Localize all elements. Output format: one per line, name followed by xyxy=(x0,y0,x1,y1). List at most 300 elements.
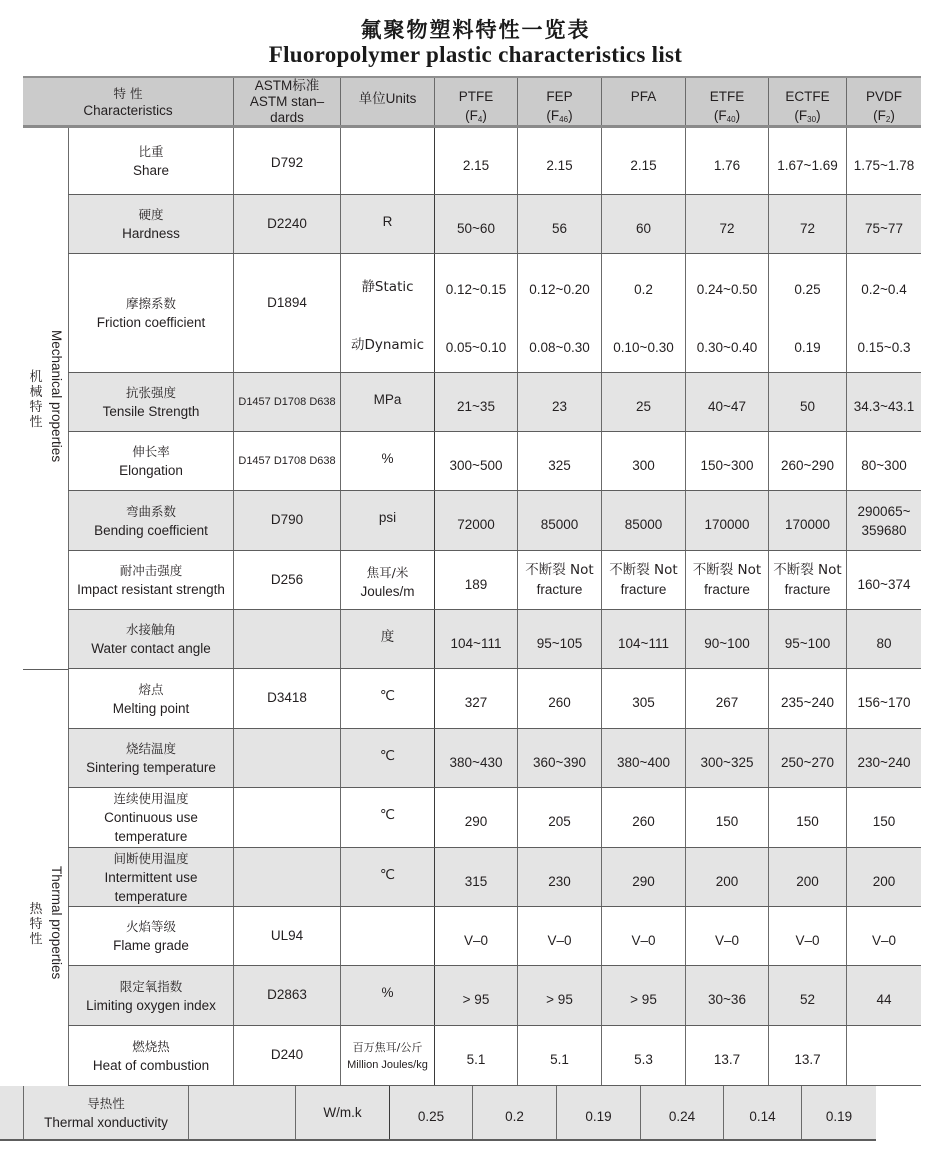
value-line: fracture xyxy=(620,582,667,597)
value-cell-fep xyxy=(517,432,601,490)
group-label-mechanical-en: Mechanical properties xyxy=(49,330,64,463)
material-name: PTFE xyxy=(458,89,494,104)
value-text: 189 xyxy=(464,576,488,592)
astm-cell: D256 xyxy=(233,551,340,609)
value-cell-fep xyxy=(517,128,601,194)
group-char: 机 xyxy=(29,370,43,385)
value-text: V–0 xyxy=(871,932,897,948)
unit-label: 焦耳/米 xyxy=(366,565,409,580)
value-text: 72 xyxy=(799,220,816,236)
header-material-ptfe xyxy=(434,78,517,125)
characteristic-cell xyxy=(68,373,233,431)
value-text: 360~390 xyxy=(533,754,586,770)
value-cell-ectfe xyxy=(768,432,846,490)
material-code-subscript: 30 xyxy=(807,115,817,124)
value-text: 325 xyxy=(548,457,571,473)
characteristic-cn: 弯曲系数 xyxy=(125,503,176,519)
value-text: 25 xyxy=(635,398,652,414)
unit-cell xyxy=(340,551,434,609)
group-char: 特 xyxy=(29,400,43,415)
value-text: 230 xyxy=(548,873,571,889)
value-text: 0.24 xyxy=(668,1109,696,1124)
value-text: 5.1 xyxy=(466,1052,486,1067)
value-text: 305 xyxy=(632,695,655,710)
value-cell-ectfe xyxy=(768,373,846,431)
table-row xyxy=(68,669,921,729)
value-text: 30~36 xyxy=(708,992,746,1007)
material-code-subscript: 46 xyxy=(559,115,569,124)
astm-cell xyxy=(188,1086,295,1139)
value-cell-fep xyxy=(517,1026,601,1085)
characteristic-cn: 水接触角 xyxy=(125,622,176,637)
value-cell-etfe xyxy=(685,729,768,787)
value-text: 260 xyxy=(632,814,655,829)
characteristic-cell xyxy=(68,1026,233,1085)
value-cell-ptfe xyxy=(389,1086,472,1139)
table-row xyxy=(68,373,921,432)
unit-label: ℃ xyxy=(379,867,396,882)
unit-cell xyxy=(340,254,434,372)
value-cell-ectfe xyxy=(768,195,846,253)
value-text: 1.67~1.69 xyxy=(777,157,838,173)
header-material-pvdf xyxy=(846,78,921,125)
value-text: 2.15 xyxy=(546,157,573,173)
characteristic-en: Tensile Strength xyxy=(102,404,200,419)
astm-cell: D240 xyxy=(233,1026,340,1085)
characteristic-cell xyxy=(68,848,233,906)
unit-cell xyxy=(340,669,434,728)
table-row xyxy=(68,848,921,907)
value-text: > 95 xyxy=(630,992,657,1007)
value-text: 300~325 xyxy=(700,754,754,770)
header-astm-line3: dards xyxy=(270,109,304,125)
value-cell-fep xyxy=(517,551,601,609)
astm-cell xyxy=(233,788,340,847)
astm-cell xyxy=(233,729,340,787)
value-text: 156~170 xyxy=(857,695,911,710)
unit-label: 百万焦耳/公斤 xyxy=(352,1041,423,1054)
value-text: V–0 xyxy=(463,932,489,948)
characteristic-cn: 导热性 xyxy=(87,1095,125,1111)
value-cell-pfa xyxy=(601,432,685,490)
value-text: 85000 xyxy=(540,517,579,532)
characteristic-en: Friction coefficient xyxy=(96,315,206,330)
header-astm xyxy=(233,78,340,125)
value-text: 75~77 xyxy=(865,220,903,236)
characteristic-en: Limiting oxygen index xyxy=(86,997,216,1013)
value-static: 0.2 xyxy=(634,281,653,297)
astm-cell xyxy=(233,610,340,668)
unit-label: ℃ xyxy=(379,688,396,703)
table-header xyxy=(23,76,921,128)
table-row xyxy=(68,729,921,788)
value-line: 不断裂 Not xyxy=(525,562,594,578)
characteristic-cell xyxy=(68,432,233,490)
unit-label-en: Million Joules/kg xyxy=(347,1059,428,1071)
value-cell-ectfe xyxy=(723,1086,801,1139)
value-cell-pvdf xyxy=(846,907,921,965)
header-characteristics xyxy=(23,78,233,125)
value-cell-pfa xyxy=(601,788,685,847)
value-text: 200 xyxy=(796,873,819,889)
value-cell-pvdf xyxy=(846,491,921,550)
value-cell-fep xyxy=(517,966,601,1025)
value-text: 250~270 xyxy=(781,754,834,770)
unit-cell xyxy=(340,491,434,550)
value-cell-fep xyxy=(472,1086,556,1139)
value-cell-ectfe xyxy=(768,669,846,728)
value-dynamic: 0.08~0.30 xyxy=(529,339,590,355)
value-text: 150 xyxy=(715,814,739,829)
table-row xyxy=(68,254,921,373)
characteristic-en: Melting point xyxy=(112,700,190,716)
value-cell-fep xyxy=(517,729,601,787)
value-cell-ptfe xyxy=(434,491,517,550)
value-cell-ptfe xyxy=(434,788,517,847)
value-cell-ectfe xyxy=(768,551,846,609)
value-cell-pfa xyxy=(601,551,685,609)
unit-label: MPa xyxy=(373,392,402,407)
astm-cell: D790 xyxy=(233,491,340,550)
value-cell-ectfe xyxy=(768,966,846,1025)
value-text: 85000 xyxy=(624,517,663,532)
value-text: 5.1 xyxy=(550,1052,569,1067)
value-cell-pvdf xyxy=(846,432,921,490)
value-text: 205 xyxy=(548,814,571,829)
value-cell-pvdf xyxy=(846,254,921,372)
value-text: 80 xyxy=(876,635,892,651)
value-text: 56 xyxy=(551,220,568,236)
header-characteristics-en: Characteristics xyxy=(83,102,173,118)
characteristic-cn: 耐冲击强度 xyxy=(119,563,183,578)
unit-cell xyxy=(340,1026,434,1085)
group-char: 性 xyxy=(29,932,43,947)
value-cell-ectfe xyxy=(768,788,846,847)
value-cell-ptfe xyxy=(434,966,517,1025)
value-cell-pfa xyxy=(601,669,685,728)
characteristic-cell xyxy=(68,669,233,728)
value-cell-etfe xyxy=(685,966,768,1025)
value-static: 0.2~0.4 xyxy=(861,281,907,297)
value-text: 0.19 xyxy=(825,1109,853,1124)
unit-cell xyxy=(340,788,434,847)
value-line: 290065~ xyxy=(857,503,911,519)
value-cell-pfa xyxy=(601,373,685,431)
material-code-base: (F xyxy=(713,108,727,123)
table-row xyxy=(68,551,921,610)
characteristic-en: Flame grade xyxy=(113,938,189,953)
value-cell-pvdf xyxy=(846,551,921,609)
characteristic-cn: 抗张强度 xyxy=(125,385,176,400)
value-cell-etfe xyxy=(685,669,768,728)
material-code xyxy=(794,107,820,128)
value-text: 5.3 xyxy=(634,1052,653,1067)
material-code xyxy=(873,107,895,128)
characteristic-cell xyxy=(68,966,233,1025)
unit-label: ℃ xyxy=(379,748,396,763)
value-text: 21~35 xyxy=(457,398,495,414)
value-cell-pvdf xyxy=(846,788,921,847)
characteristic-cn: 熔点 xyxy=(138,681,164,697)
value-cell-pvdf xyxy=(846,848,921,906)
characteristic-cell xyxy=(68,788,233,847)
value-cell-ectfe xyxy=(768,907,846,965)
unit-label: psi xyxy=(378,510,397,525)
value-text: 0.2 xyxy=(505,1109,524,1124)
astm-cell: D792 xyxy=(233,128,340,194)
unit-label: 度 xyxy=(380,629,395,644)
astm-cell: UL94 xyxy=(233,907,340,965)
material-code-end: ) xyxy=(482,108,487,123)
value-text: 72 xyxy=(719,220,735,236)
value-cell-pfa xyxy=(601,195,685,253)
material-code-end: ) xyxy=(890,108,895,123)
group-char: 性 xyxy=(29,415,43,430)
astm-cell xyxy=(233,848,340,906)
value-cell-pvdf xyxy=(846,729,921,787)
value-cell-fep xyxy=(517,848,601,906)
value-cell-etfe xyxy=(685,254,768,372)
page-title-chinese: 氟聚物塑料特性一览表 xyxy=(360,18,591,42)
unit-cell xyxy=(340,907,434,965)
value-text: 315 xyxy=(464,873,488,889)
characteristic-cn: 连续使用温度 xyxy=(113,791,189,806)
unit-label: ℃ xyxy=(379,807,396,822)
characteristic-cell xyxy=(68,254,233,372)
header-units-label: 单位Units xyxy=(358,91,417,106)
value-cell-fep xyxy=(517,254,601,372)
group-label-thermal-en: Thermal properties xyxy=(49,866,64,980)
value-text: 1.75~1.78 xyxy=(853,157,915,173)
value-text: V–0 xyxy=(631,932,656,948)
characteristic-cell xyxy=(68,729,233,787)
value-text: 170000 xyxy=(784,517,831,532)
unit-label: W/m.k xyxy=(323,1105,362,1120)
value-line: 不断裂 Not xyxy=(773,562,842,578)
header-astm-line2: ASTM stan– xyxy=(249,93,325,109)
value-cell-pvdf xyxy=(846,128,921,194)
value-text: 13.7 xyxy=(794,1052,821,1067)
characteristic-cell xyxy=(68,491,233,550)
value-text: 150 xyxy=(796,814,819,829)
value-line: fracture xyxy=(704,582,750,597)
material-code xyxy=(465,107,487,128)
characteristic-en: Intermittent use temperature xyxy=(104,869,198,904)
material-code-end: ) xyxy=(816,108,821,123)
unit-cell xyxy=(340,128,434,194)
value-static: 0.12~0.15 xyxy=(445,281,507,297)
unit-label: % xyxy=(381,985,394,1000)
table-row xyxy=(68,1026,921,1086)
value-cell-fep xyxy=(517,195,601,253)
value-cell-pfa xyxy=(601,610,685,668)
value-cell-etfe xyxy=(685,491,768,550)
header-characteristics-cn: 特 性 xyxy=(113,85,143,101)
value-text: 150~300 xyxy=(700,457,754,473)
header-astm-line1: ASTM标准 xyxy=(254,77,320,93)
value-text: 170000 xyxy=(704,517,750,532)
value-cell-ectfe xyxy=(768,254,846,372)
value-text: 90~100 xyxy=(704,635,750,651)
value-cell-etfe xyxy=(685,128,768,194)
characteristic-en: Sintering temperature xyxy=(86,760,216,775)
material-code-base: (F xyxy=(465,108,478,123)
material-name: FEP xyxy=(546,89,573,104)
value-text: 230~240 xyxy=(857,754,911,770)
value-cell-etfe xyxy=(685,610,768,668)
value-text: 380~430 xyxy=(449,754,503,770)
header-material-ectfe xyxy=(768,78,846,125)
material-code-base: (F xyxy=(546,108,560,123)
value-cell-ptfe xyxy=(434,669,517,728)
characteristic-en: Continuous use temperature xyxy=(104,810,198,844)
value-cell-ectfe xyxy=(768,848,846,906)
value-cell-pfa xyxy=(556,1086,640,1139)
value-cell-ptfe xyxy=(434,195,517,253)
group-label-thermal-cn xyxy=(28,902,44,947)
value-cell-fep xyxy=(517,491,601,550)
value-cell-pfa xyxy=(601,907,685,965)
table-row xyxy=(0,1086,876,1141)
unit-cell xyxy=(340,432,434,490)
value-cell-fep xyxy=(517,788,601,847)
unit-static: 静Static xyxy=(361,278,414,295)
characteristic-cn: 伸长率 xyxy=(132,444,170,459)
characteristic-cn: 火焰等级 xyxy=(125,919,176,934)
astm-cell: D3418 xyxy=(233,669,340,728)
value-cell-pfa xyxy=(601,128,685,194)
group-label-mechanical-cn xyxy=(28,370,44,430)
characteristic-en: Water contact angle xyxy=(91,641,211,656)
value-text: 260~290 xyxy=(781,457,834,473)
characteristic-en: Impact resistant strength xyxy=(77,582,225,597)
astm-cell: D2863 xyxy=(233,966,340,1025)
table-row xyxy=(68,788,921,848)
value-text: 267 xyxy=(715,695,739,710)
value-cell-ectfe xyxy=(768,729,846,787)
material-code-subscript: 2 xyxy=(885,115,891,124)
value-line: 不断裂 Not xyxy=(609,562,678,578)
characteristic-cell xyxy=(68,551,233,609)
value-cell-etfe xyxy=(685,1026,768,1085)
value-text: 2.15 xyxy=(630,157,657,173)
value-cell-ectfe xyxy=(768,491,846,550)
value-cell-etfe xyxy=(685,551,768,609)
page-title-english: Fluoropolymer plastic characteristics list xyxy=(268,42,683,67)
material-code-base: (F xyxy=(873,108,886,123)
characteristic-en: Heat of combustion xyxy=(92,1057,210,1073)
table-row xyxy=(68,128,921,195)
unit-label: R xyxy=(382,214,393,229)
characteristic-en: Thermal xonductivity xyxy=(44,1114,168,1130)
value-cell-etfe xyxy=(640,1086,723,1139)
value-text: 34.3~43.1 xyxy=(853,398,915,414)
value-text: 1.76 xyxy=(713,157,741,173)
table-row xyxy=(68,610,921,669)
value-text: 50~60 xyxy=(457,220,495,236)
value-cell-ptfe xyxy=(434,373,517,431)
unit-cell xyxy=(295,1086,389,1139)
value-text: 235~240 xyxy=(781,695,834,710)
value-cell-pfa xyxy=(601,729,685,787)
value-text: 0.14 xyxy=(749,1109,776,1124)
value-cell-ptfe xyxy=(434,551,517,609)
header-material-pfa xyxy=(601,78,685,125)
value-cell-ptfe xyxy=(434,848,517,906)
group-char: 特 xyxy=(29,917,43,932)
value-text: 290 xyxy=(632,873,655,889)
value-static: 0.24~0.50 xyxy=(696,281,758,297)
value-text: 200 xyxy=(872,873,896,889)
value-cell-fep xyxy=(517,373,601,431)
value-cell-etfe xyxy=(685,195,768,253)
characteristic-cell xyxy=(23,1086,188,1139)
material-name: PFA xyxy=(630,89,657,104)
table-row xyxy=(68,432,921,491)
characteristic-cell xyxy=(68,907,233,965)
material-code xyxy=(546,107,572,128)
value-cell-ptfe xyxy=(434,610,517,668)
value-cell-pfa xyxy=(601,848,685,906)
value-text: 95~100 xyxy=(784,635,831,651)
characteristic-cn: 燃烧热 xyxy=(132,1038,170,1054)
unit-dynamic: 动Dynamic xyxy=(350,336,425,353)
value-text: V–0 xyxy=(547,932,572,948)
value-cell-pfa xyxy=(601,254,685,372)
value-dynamic: 0.10~0.30 xyxy=(613,339,674,355)
unit-cell xyxy=(340,373,434,431)
table-row xyxy=(68,907,921,966)
value-cell-ptfe xyxy=(434,729,517,787)
material-code xyxy=(714,107,740,128)
value-text: 260 xyxy=(548,695,571,710)
unit-cell xyxy=(340,729,434,787)
value-cell-pvdf xyxy=(846,1026,921,1085)
value-cell-pvdf xyxy=(846,373,921,431)
value-text: 0.25 xyxy=(417,1109,445,1124)
characteristic-cn: 摩擦系数 xyxy=(125,296,176,311)
value-text: 300~500 xyxy=(449,457,503,473)
astm-cell: D2240 xyxy=(233,195,340,253)
header-material-etfe xyxy=(685,78,768,125)
value-cell-pfa xyxy=(601,1026,685,1085)
value-text: 72000 xyxy=(457,517,495,532)
value-text: 80~300 xyxy=(861,457,907,473)
value-text: V–0 xyxy=(795,932,820,948)
characteristic-en: Share xyxy=(132,163,170,178)
value-text: 2.15 xyxy=(462,157,490,173)
value-dynamic: 0.19 xyxy=(794,339,821,355)
header-material-fep xyxy=(517,78,601,125)
characteristic-cn: 比重 xyxy=(138,144,164,159)
characteristic-en: Elongation xyxy=(119,463,183,478)
value-dynamic: 0.30~0.40 xyxy=(696,339,758,355)
characteristic-cell xyxy=(68,128,233,194)
unit-cell xyxy=(340,848,434,906)
material-name: ETFE xyxy=(709,89,745,104)
value-text: 327 xyxy=(464,695,488,710)
value-dynamic: 0.05~0.10 xyxy=(445,339,507,355)
characteristic-cell xyxy=(68,195,233,253)
unit-cell xyxy=(340,610,434,668)
value-text: 60 xyxy=(635,220,652,236)
value-cell-fep xyxy=(517,907,601,965)
value-text: 290 xyxy=(464,814,488,829)
value-cell-ectfe xyxy=(768,610,846,668)
value-line: 不断裂 Not xyxy=(692,562,762,578)
value-text: 0.19 xyxy=(585,1109,612,1124)
value-text: 380~400 xyxy=(617,754,670,770)
